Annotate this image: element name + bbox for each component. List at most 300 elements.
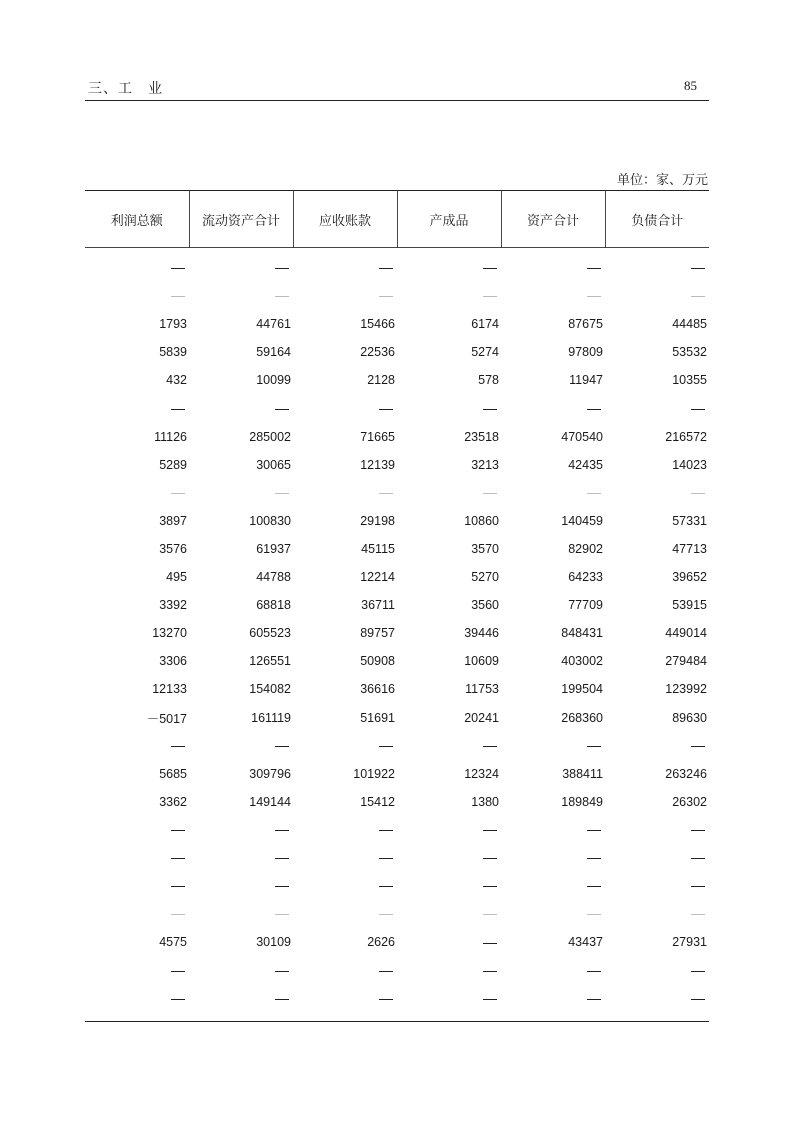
table-cell bbox=[85, 282, 189, 310]
table-cell bbox=[293, 619, 397, 647]
table-cell bbox=[293, 394, 397, 422]
table-cell bbox=[501, 591, 605, 619]
cell-value: 82902 bbox=[568, 541, 603, 556]
cell-value: 285002 bbox=[249, 429, 291, 444]
table-cell bbox=[605, 816, 709, 844]
table-cell bbox=[293, 900, 397, 928]
table-cell bbox=[293, 984, 397, 1012]
dash-mark bbox=[587, 858, 601, 859]
cell-value: 3570 bbox=[471, 541, 499, 556]
dash-mark bbox=[691, 493, 705, 494]
dash-mark bbox=[379, 886, 393, 887]
cell-value: 39652 bbox=[672, 570, 707, 585]
cell-value: 3306 bbox=[159, 654, 187, 669]
cell-value: 50908 bbox=[360, 654, 395, 669]
table-cell bbox=[189, 507, 293, 535]
table-row bbox=[85, 675, 709, 703]
table-cell bbox=[85, 844, 189, 872]
cell-value: 12139 bbox=[360, 457, 395, 472]
cell-value: 2626 bbox=[367, 935, 395, 950]
cell-value: 10099 bbox=[256, 373, 291, 388]
table-cell bbox=[85, 394, 189, 422]
table-row bbox=[85, 366, 709, 394]
table-cell bbox=[85, 248, 189, 283]
table-cell bbox=[605, 844, 709, 872]
cell-value: 89757 bbox=[360, 626, 395, 641]
table-cell bbox=[85, 479, 189, 507]
table-row bbox=[85, 647, 709, 675]
table-cell bbox=[293, 647, 397, 675]
cell-value: 5270 bbox=[471, 570, 499, 585]
table-cell bbox=[605, 338, 709, 366]
table-cell bbox=[605, 507, 709, 535]
table-cell bbox=[501, 479, 605, 507]
dash-mark bbox=[379, 493, 393, 494]
table-cell bbox=[85, 591, 189, 619]
table-cell bbox=[605, 760, 709, 788]
cell-value: 388411 bbox=[562, 766, 603, 781]
cell-value: 77709 bbox=[568, 598, 603, 613]
dash-mark bbox=[691, 296, 705, 297]
table-cell bbox=[397, 900, 501, 928]
cell-value: 36616 bbox=[360, 682, 395, 697]
table-cell bbox=[293, 479, 397, 507]
dash-mark bbox=[275, 858, 289, 859]
dash-mark bbox=[275, 914, 289, 915]
table-cell bbox=[501, 900, 605, 928]
table-cell bbox=[605, 956, 709, 984]
cell-value: 13270 bbox=[152, 626, 187, 641]
cell-value: 3213 bbox=[471, 457, 499, 472]
dash-mark bbox=[275, 971, 289, 972]
table-cell bbox=[605, 535, 709, 563]
table-cell bbox=[189, 984, 293, 1012]
dash-mark bbox=[275, 830, 289, 831]
dash-mark bbox=[483, 886, 497, 887]
table-cell bbox=[605, 451, 709, 479]
table-cell bbox=[605, 788, 709, 816]
dash-mark bbox=[587, 746, 601, 747]
column-header: 产成品 bbox=[397, 191, 501, 248]
cell-value: 12133 bbox=[152, 682, 187, 697]
table-row bbox=[85, 394, 709, 422]
table-cell bbox=[189, 423, 293, 451]
cell-value: 5685 bbox=[159, 766, 187, 781]
cell-value: 14023 bbox=[672, 457, 707, 472]
cell-value: 149144 bbox=[249, 794, 291, 809]
table-cell bbox=[189, 816, 293, 844]
table-cell bbox=[189, 366, 293, 394]
table-row bbox=[85, 872, 709, 900]
table-cell bbox=[397, 928, 501, 956]
table-cell bbox=[397, 647, 501, 675]
cell-value: 12324 bbox=[464, 766, 499, 781]
table-row bbox=[85, 451, 709, 479]
dash-mark bbox=[691, 268, 705, 269]
table-cell bbox=[605, 984, 709, 1012]
table-cell bbox=[293, 675, 397, 703]
table-cell bbox=[189, 591, 293, 619]
cell-value: 15412 bbox=[360, 794, 395, 809]
cell-value: 64233 bbox=[568, 570, 603, 585]
cell-value: 3576 bbox=[159, 541, 187, 556]
dash-mark bbox=[483, 268, 497, 269]
table-cell bbox=[501, 282, 605, 310]
table-cell bbox=[189, 619, 293, 647]
table-cell bbox=[397, 507, 501, 535]
dash-mark bbox=[483, 914, 497, 915]
table-cell bbox=[189, 788, 293, 816]
table-cell bbox=[501, 507, 605, 535]
cell-value: 578 bbox=[478, 373, 499, 388]
cell-value: 53532 bbox=[672, 345, 707, 360]
dash-mark bbox=[379, 999, 393, 1000]
table-cell bbox=[189, 956, 293, 984]
table-cell bbox=[293, 704, 397, 732]
table-row bbox=[85, 704, 709, 732]
table-row bbox=[85, 984, 709, 1012]
table-row bbox=[85, 282, 709, 310]
dash-mark bbox=[691, 409, 705, 410]
table-cell bbox=[397, 872, 501, 900]
table-cell bbox=[501, 535, 605, 563]
cell-value: 6174 bbox=[471, 317, 499, 332]
column-header: 负债合计 bbox=[605, 191, 709, 248]
table-cell bbox=[293, 507, 397, 535]
table-row bbox=[85, 619, 709, 647]
table-cell bbox=[501, 366, 605, 394]
dash-mark bbox=[691, 830, 705, 831]
dash-mark bbox=[379, 746, 393, 747]
table-cell bbox=[501, 451, 605, 479]
table-cell bbox=[189, 732, 293, 760]
cell-value: 3362 bbox=[159, 794, 187, 809]
table-cell bbox=[189, 872, 293, 900]
dash-mark bbox=[483, 493, 497, 494]
cell-value: 848431 bbox=[561, 626, 603, 641]
table-row bbox=[85, 928, 709, 956]
cell-value: 5289 bbox=[159, 457, 187, 472]
cell-value: 43437 bbox=[568, 935, 603, 950]
table-cell bbox=[501, 248, 605, 283]
cell-value: 11947 bbox=[569, 373, 603, 388]
cell-value: 45115 bbox=[361, 541, 395, 556]
table-cell bbox=[85, 366, 189, 394]
table-cell bbox=[501, 563, 605, 591]
table-cell bbox=[85, 956, 189, 984]
page-number: 85 bbox=[684, 78, 697, 93]
table-bottom-rule bbox=[85, 1021, 709, 1022]
table-cell bbox=[85, 984, 189, 1012]
table-cell bbox=[189, 310, 293, 338]
table-row bbox=[85, 563, 709, 591]
cell-value: 22536 bbox=[360, 345, 395, 360]
cell-value: 5839 bbox=[159, 345, 187, 360]
dash-mark bbox=[483, 409, 497, 410]
table-cell bbox=[189, 479, 293, 507]
dash-mark bbox=[483, 296, 497, 297]
table-cell bbox=[293, 816, 397, 844]
table-cell bbox=[189, 535, 293, 563]
cell-value: 51691 bbox=[360, 710, 395, 725]
table-cell bbox=[605, 394, 709, 422]
cell-value: 403002 bbox=[561, 654, 603, 669]
dash-mark bbox=[171, 914, 185, 915]
dash-mark bbox=[691, 746, 705, 747]
table-cell bbox=[85, 423, 189, 451]
cell-value: 47713 bbox=[672, 541, 707, 556]
table-cell bbox=[501, 394, 605, 422]
table-cell bbox=[397, 844, 501, 872]
dash-mark bbox=[483, 943, 497, 944]
table-cell bbox=[85, 535, 189, 563]
cell-value: 123992 bbox=[665, 682, 707, 697]
dash-mark bbox=[379, 858, 393, 859]
cell-value: 44485 bbox=[672, 317, 707, 332]
table-cell bbox=[605, 704, 709, 732]
cell-value: 4575 bbox=[159, 935, 187, 950]
table-cell bbox=[189, 282, 293, 310]
cell-value: 36711 bbox=[361, 598, 395, 613]
dash-mark bbox=[587, 971, 601, 972]
dash-mark bbox=[587, 830, 601, 831]
table-cell bbox=[501, 310, 605, 338]
cell-value: 101922 bbox=[353, 766, 395, 781]
cell-value: 3897 bbox=[159, 513, 187, 528]
table-cell bbox=[293, 563, 397, 591]
dash-mark bbox=[691, 971, 705, 972]
table-cell bbox=[293, 844, 397, 872]
table-body bbox=[85, 248, 709, 1013]
column-header: 利润总额 bbox=[85, 191, 189, 248]
cell-value: 10609 bbox=[464, 654, 499, 669]
dash-mark bbox=[691, 999, 705, 1000]
table-cell bbox=[397, 956, 501, 984]
table-cell bbox=[605, 619, 709, 647]
table-row bbox=[85, 956, 709, 984]
dash-mark bbox=[483, 858, 497, 859]
table-cell bbox=[397, 366, 501, 394]
table-cell bbox=[85, 900, 189, 928]
cell-value: 154082 bbox=[249, 682, 291, 697]
dash-mark bbox=[587, 914, 601, 915]
cell-value: 1793 bbox=[159, 317, 187, 332]
cell-value: 71665 bbox=[360, 429, 395, 444]
table-cell bbox=[501, 788, 605, 816]
dash-mark bbox=[483, 971, 497, 972]
table-row bbox=[85, 507, 709, 535]
table-cell bbox=[605, 248, 709, 283]
table-cell bbox=[85, 675, 189, 703]
table-cell bbox=[605, 928, 709, 956]
table-cell bbox=[189, 928, 293, 956]
table-cell bbox=[605, 732, 709, 760]
table-cell bbox=[397, 788, 501, 816]
table-cell bbox=[501, 338, 605, 366]
table-row bbox=[85, 760, 709, 788]
cell-value: 27931 bbox=[672, 935, 707, 950]
cell-value: 97809 bbox=[568, 345, 603, 360]
table-cell bbox=[189, 704, 293, 732]
statistics-table bbox=[85, 190, 709, 1013]
cell-value: 140459 bbox=[561, 513, 603, 528]
cell-value: 10355 bbox=[672, 373, 707, 388]
table-cell bbox=[293, 366, 397, 394]
table-cell bbox=[293, 732, 397, 760]
cell-value: 30065 bbox=[256, 457, 291, 472]
cell-value: 126551 bbox=[249, 654, 291, 669]
table-cell bbox=[605, 900, 709, 928]
dash-mark bbox=[275, 746, 289, 747]
table-cell bbox=[605, 675, 709, 703]
table-cell bbox=[85, 732, 189, 760]
table-cell bbox=[397, 535, 501, 563]
table-cell bbox=[605, 479, 709, 507]
table-cell bbox=[397, 479, 501, 507]
table-cell bbox=[293, 535, 397, 563]
table-cell bbox=[501, 704, 605, 732]
cell-value: 11126 bbox=[154, 429, 187, 444]
table-cell bbox=[501, 844, 605, 872]
dash-mark bbox=[587, 886, 601, 887]
table-cell bbox=[293, 788, 397, 816]
cell-value: 470540 bbox=[561, 429, 603, 444]
table-cell bbox=[85, 338, 189, 366]
dash-mark bbox=[171, 999, 185, 1000]
dash-mark bbox=[275, 493, 289, 494]
cell-value: 57331 bbox=[672, 513, 707, 528]
cell-value: 26302 bbox=[672, 794, 707, 809]
table-cell bbox=[397, 423, 501, 451]
table-cell bbox=[293, 956, 397, 984]
table-cell bbox=[605, 423, 709, 451]
column-header: 应收账款 bbox=[293, 191, 397, 248]
dash-mark bbox=[483, 830, 497, 831]
table-cell bbox=[501, 928, 605, 956]
table-cell bbox=[189, 563, 293, 591]
cell-value: 87675 bbox=[568, 317, 603, 332]
cell-value: 23518 bbox=[464, 429, 499, 444]
table-cell bbox=[397, 451, 501, 479]
table-cell bbox=[605, 563, 709, 591]
table-cell bbox=[85, 928, 189, 956]
table-cell bbox=[189, 248, 293, 283]
dash-mark bbox=[275, 409, 289, 410]
dash-mark bbox=[171, 858, 185, 859]
dash-mark bbox=[587, 409, 601, 410]
cell-value: 29198 bbox=[360, 513, 395, 528]
table-cell bbox=[397, 310, 501, 338]
table-cell bbox=[85, 563, 189, 591]
table-header-row bbox=[85, 191, 709, 248]
table-row bbox=[85, 732, 709, 760]
dash-mark bbox=[275, 999, 289, 1000]
table-cell bbox=[501, 872, 605, 900]
table-cell bbox=[605, 872, 709, 900]
cell-value: 432 bbox=[166, 373, 187, 388]
table-cell bbox=[85, 507, 189, 535]
table-cell bbox=[397, 619, 501, 647]
cell-value: 263246 bbox=[665, 766, 707, 781]
table-cell bbox=[397, 732, 501, 760]
table-cell bbox=[189, 900, 293, 928]
table-cell bbox=[397, 591, 501, 619]
cell-value: 161119 bbox=[251, 710, 291, 725]
table-cell bbox=[501, 647, 605, 675]
table-cell bbox=[397, 675, 501, 703]
cell-value: 39446 bbox=[464, 626, 499, 641]
table-cell bbox=[501, 675, 605, 703]
table-cell bbox=[85, 310, 189, 338]
table-cell bbox=[501, 984, 605, 1012]
table-cell bbox=[605, 647, 709, 675]
table-row bbox=[85, 535, 709, 563]
cell-value: 100830 bbox=[249, 513, 291, 528]
dash-mark bbox=[275, 886, 289, 887]
table-cell bbox=[85, 647, 189, 675]
table-cell bbox=[501, 816, 605, 844]
dash-mark bbox=[379, 830, 393, 831]
dash-mark bbox=[483, 999, 497, 1000]
cell-value: 59164 bbox=[256, 345, 291, 360]
table-cell bbox=[189, 451, 293, 479]
cell-value: 216572 bbox=[665, 429, 707, 444]
table-row bbox=[85, 900, 709, 928]
dash-mark bbox=[587, 493, 601, 494]
cell-value: 30109 bbox=[256, 935, 291, 950]
dash-mark bbox=[171, 409, 185, 410]
table-cell bbox=[189, 338, 293, 366]
unit-note: 单位：家、万元 bbox=[616, 173, 708, 188]
table-cell bbox=[605, 282, 709, 310]
table-cell bbox=[501, 423, 605, 451]
dash-mark bbox=[587, 999, 601, 1000]
cell-value: －5017 bbox=[146, 711, 187, 726]
cell-value: 5274 bbox=[471, 345, 499, 360]
table-cell bbox=[189, 394, 293, 422]
cell-value: 268360 bbox=[561, 710, 603, 725]
table-cell bbox=[397, 282, 501, 310]
table-cell bbox=[293, 591, 397, 619]
table-cell bbox=[293, 928, 397, 956]
column-header: 资产合计 bbox=[501, 191, 605, 248]
table-cell bbox=[293, 282, 397, 310]
cell-value: 20241 bbox=[464, 710, 499, 725]
table-cell bbox=[85, 760, 189, 788]
dash-mark bbox=[275, 296, 289, 297]
table-cell bbox=[293, 310, 397, 338]
table-cell bbox=[605, 310, 709, 338]
dash-mark bbox=[379, 914, 393, 915]
table-cell bbox=[85, 788, 189, 816]
chapter-title: 三、工 业 bbox=[88, 81, 163, 97]
cell-value: 89630 bbox=[672, 710, 707, 725]
cell-value: 495 bbox=[166, 570, 187, 585]
table-row bbox=[85, 816, 709, 844]
table-row bbox=[85, 248, 709, 283]
table-cell bbox=[397, 984, 501, 1012]
cell-value: 1380 bbox=[471, 794, 499, 809]
table-cell bbox=[85, 619, 189, 647]
cell-value: 44788 bbox=[256, 570, 291, 585]
cell-value: 189849 bbox=[561, 794, 603, 809]
table-row bbox=[85, 479, 709, 507]
table-row bbox=[85, 591, 709, 619]
table-cell bbox=[397, 338, 501, 366]
cell-value: 3392 bbox=[159, 598, 187, 613]
cell-value: 2128 bbox=[367, 373, 395, 388]
dash-mark bbox=[171, 886, 185, 887]
